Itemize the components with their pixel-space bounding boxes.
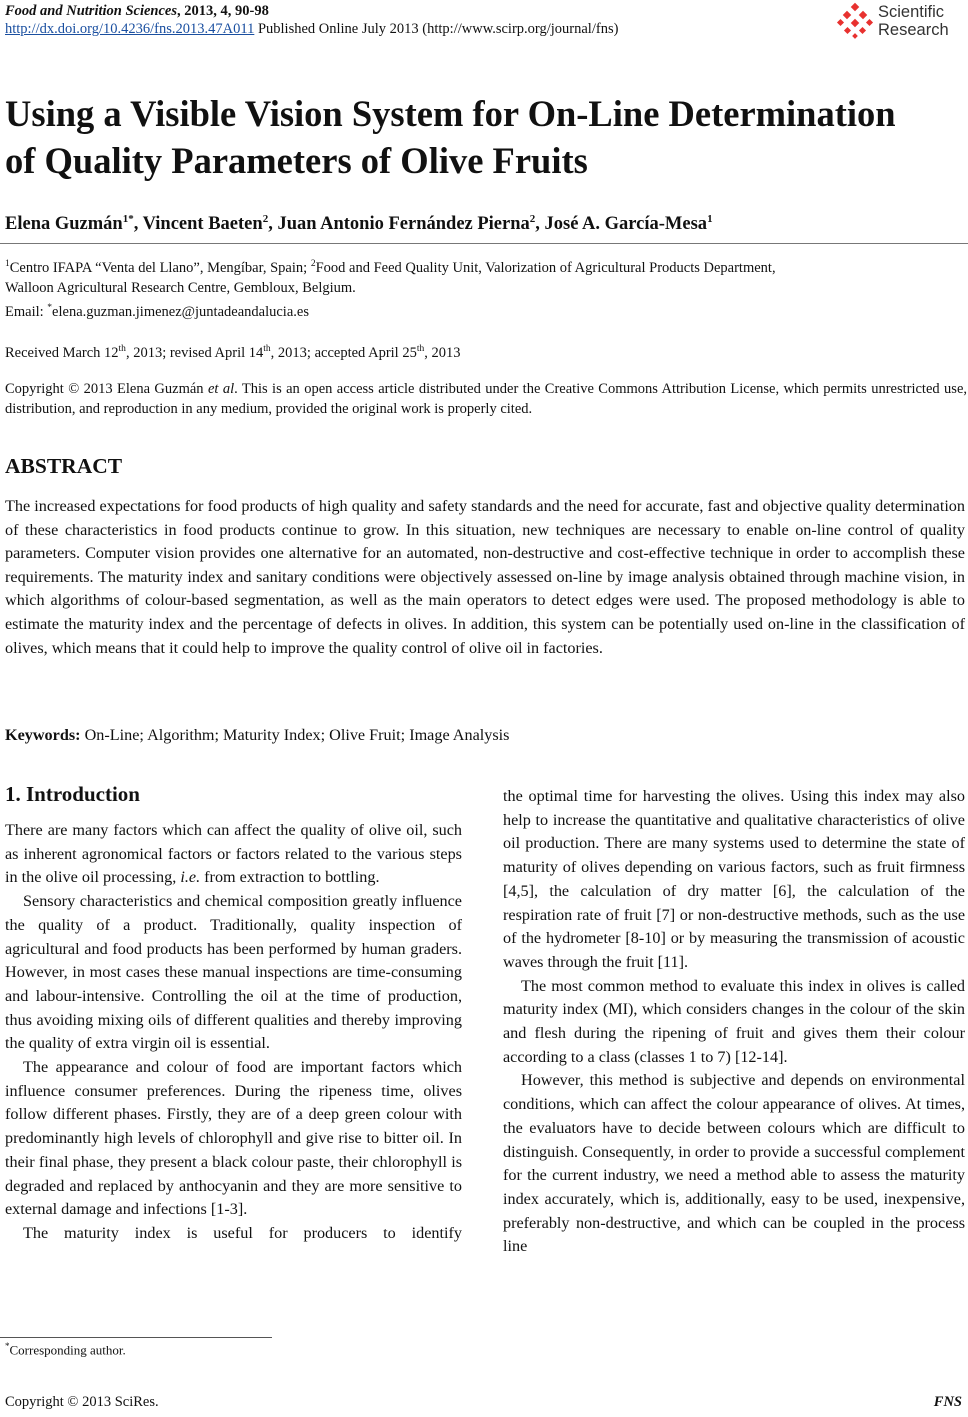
received-date: Received March 12 xyxy=(5,344,119,361)
accepted-date: , 2013; accepted April 25 xyxy=(270,344,417,361)
author-3: , Juan Antonio Fernández Pierna xyxy=(268,214,530,235)
scientific-research-logo-mark xyxy=(836,2,876,42)
publisher-logo xyxy=(836,2,964,42)
intro-paragraph-6: The most common method to evaluate this index in olives is called maturity index (MI), which considers changes in the colour of the skin and flesh during the ripening of fruit and gives them their colour according to a class (classes 1 to 7) [12-14]. xyxy=(503,976,965,1066)
email-line xyxy=(5,298,967,322)
author-list xyxy=(5,213,713,235)
title-line-2: of Quality Parameters of Olive Fruits xyxy=(5,140,588,181)
keywords xyxy=(5,726,509,745)
copyright-pre: Copyright © 2013 Elena Guzmán xyxy=(5,381,208,397)
publication-line xyxy=(5,20,618,38)
abstract-heading: ABSTRACT xyxy=(5,454,123,478)
submission-dates xyxy=(5,339,460,363)
author-2-affil: 2 xyxy=(262,213,269,225)
journal-name: Food and Nutrition Sciences xyxy=(5,3,178,19)
affil-2-text: Food and Feed Quality Unit, Valorization of Agricultural Products Department, xyxy=(315,259,776,276)
published-info: Published Online July 2013 (http://www.scirp.org/journal/fns) xyxy=(254,21,619,37)
author-1-affil: 1* xyxy=(122,213,134,225)
footnote-divider xyxy=(0,1337,272,1338)
footer-journal-abbrev: FNS xyxy=(933,1394,962,1410)
revised-ordinal: th xyxy=(263,344,271,354)
copyright-etal: et al xyxy=(207,381,235,397)
revised-date: , 2013; revised April 14 xyxy=(125,344,264,361)
copyright-notice xyxy=(5,379,967,419)
logo-text xyxy=(878,3,949,39)
doi-link[interactable]: http://dx.doi.org/10.4236/fns.2013.47A011 xyxy=(5,21,255,37)
journal-header xyxy=(5,2,618,38)
footer-copyright: Copyright © 2013 SciRes. xyxy=(5,1394,159,1410)
email-label: Email: xyxy=(5,303,48,320)
affiliation-line-2: Walloon Agricultural Research Centre, Gembloux, Belgium. xyxy=(5,279,356,296)
intro-paragraph-3: The appearance and colour of food are important factors which influence consumer preferences. During the ripeness time, olives follow different phases. Firstly, they are of a deep green colour with predominantly high levels of chlorophyll and give rise to bitter oil. In their final phase, they present a black colour paste, their chlorophyll is degraded and replaced by anthocyanin and they are more sensitive to external damage and infections [1-3]. xyxy=(5,1058,462,1219)
intro-paragraph-7: However, this method is subjective and depends on environmental conditions, which can affect the colour appearance of olives. At times, the evaluators have to decide between colours which are difficult to distinguish. Consequently, in order to provide a successful complement for the current industry, we need a method able to assess the maturity index accurately, which is, additionally, easy to be used, inexpensive, preferably non-destructive, and which can be coupled in the process line xyxy=(503,1071,966,1256)
author-2: , Vincent Baeten xyxy=(133,214,263,235)
intro-paragraph-4: The maturity index is useful for producers to identify xyxy=(23,1223,462,1242)
author-4-affil: 1 xyxy=(707,213,713,225)
abstract-body: The increased expectations for food products of high quality and safety standards and the need for accurate, fast and objective quality determination of these characteristics in food products continue to grow. In this situation, new techniques are necessary to enable on-line control of quality parameters. Computer vision provides one alternative for an automated, non-destructive and cost-effective technique in order to accomplish these requirements. The maturity index and sanitary conditions were objectively assessed on-line by image analysis obtained through machine vision, in which algorithms of colour-based segmentation, as well as the main operators to detect edges were used. The proposed methodology is able to estimate the maturity index and the percentage of defects in olives. In addition, this system can be potentially used on-line in the classification of olives, which means that it could help to improve the quality control of olive oil in factories. xyxy=(5,497,965,657)
volume-info: , 2013, 4, 90-98 xyxy=(177,3,269,19)
accepted-year: , 2013 xyxy=(424,344,461,361)
logo-text-line2: Research xyxy=(878,21,949,39)
author-1: Elena Guzmán xyxy=(5,214,123,235)
intro-p1-tail: from extraction to bottling. xyxy=(200,868,380,887)
paper-title xyxy=(5,90,960,184)
copyright-post: . This is an open access article distributed under the Creative Commons Attribution License, which permits unrestricted use, distribution, and reproduction in any medium, provided the original work is properly cited. xyxy=(5,381,968,417)
footnote xyxy=(5,1341,126,1358)
email-marker: * xyxy=(47,302,53,313)
header-divider xyxy=(0,243,968,244)
affil-1-text: Centro IFAPA “Venta del Llano”, Mengíbar, Spain; xyxy=(9,259,311,276)
right-column xyxy=(503,785,965,1259)
title-line-1: Using a Visible Vision System for On-Line Determination xyxy=(5,93,896,134)
journal-citation xyxy=(5,2,618,20)
affiliation-line-1 xyxy=(5,254,967,278)
intro-paragraph-2: Sensory characteristics and chemical composition greatly influence the quality of a product. Traditionally, quality inspection of agricultural and food products has been performed by human graders. However, in most cases these manual inspections are time-consuming and labour-intensive. Controlling the oil at the time of production, thus avoiding mixing oils of different qualities and thereby improving the quality of extra virgin oil is essential. xyxy=(5,892,462,1053)
intro-paragraph-1 xyxy=(5,819,462,890)
accepted-ordinal: th xyxy=(416,344,425,354)
affil-marker-2: 2 xyxy=(310,259,316,269)
author-3-affil: 2 xyxy=(529,213,536,225)
author-4: , José A. García-Mesa xyxy=(535,214,708,235)
intro-p1-text: There are many factors which can affect the quality of olive oil, such as inherent agronomical factors or factors related to the various steps in the olive oil processing, xyxy=(5,821,462,887)
email-address[interactable]: elena.guzman.jimenez@juntadeandalucia.es xyxy=(52,303,309,320)
intro-paragraph-5: the optimal time for harvesting the olives. Using this index may also help to increase the quantitative and qualitative characteristics of olive oil production. There are many systems used to determine the state of maturity of olives depending on various factors, such as fruit firmness [4,5], the calculation of dry matter [6], the calculation of the respiration rate of fruit [7] or non-destructive methods, such as the use of the hydrometer [8-10] or by measuring the transmission of acoustic waves through the fruit [11]. xyxy=(503,787,965,971)
logo-text-line1: Scientific xyxy=(878,3,945,21)
keywords-label: Keywords: xyxy=(5,726,81,744)
section-heading-introduction: 1. Introduction xyxy=(5,782,140,806)
keywords-text: On-Line; Algorithm; Maturity Index; Olive Fruit; Image Analysis xyxy=(80,726,510,744)
left-column xyxy=(5,819,462,1246)
intro-p1-ie: i.e. xyxy=(180,868,201,887)
footnote-text: Corresponding author. xyxy=(9,1342,126,1358)
footnote-marker: * xyxy=(5,1341,10,1351)
affiliations xyxy=(5,254,967,322)
received-ordinal: th xyxy=(118,344,126,354)
affil-marker-1: 1 xyxy=(5,259,10,269)
